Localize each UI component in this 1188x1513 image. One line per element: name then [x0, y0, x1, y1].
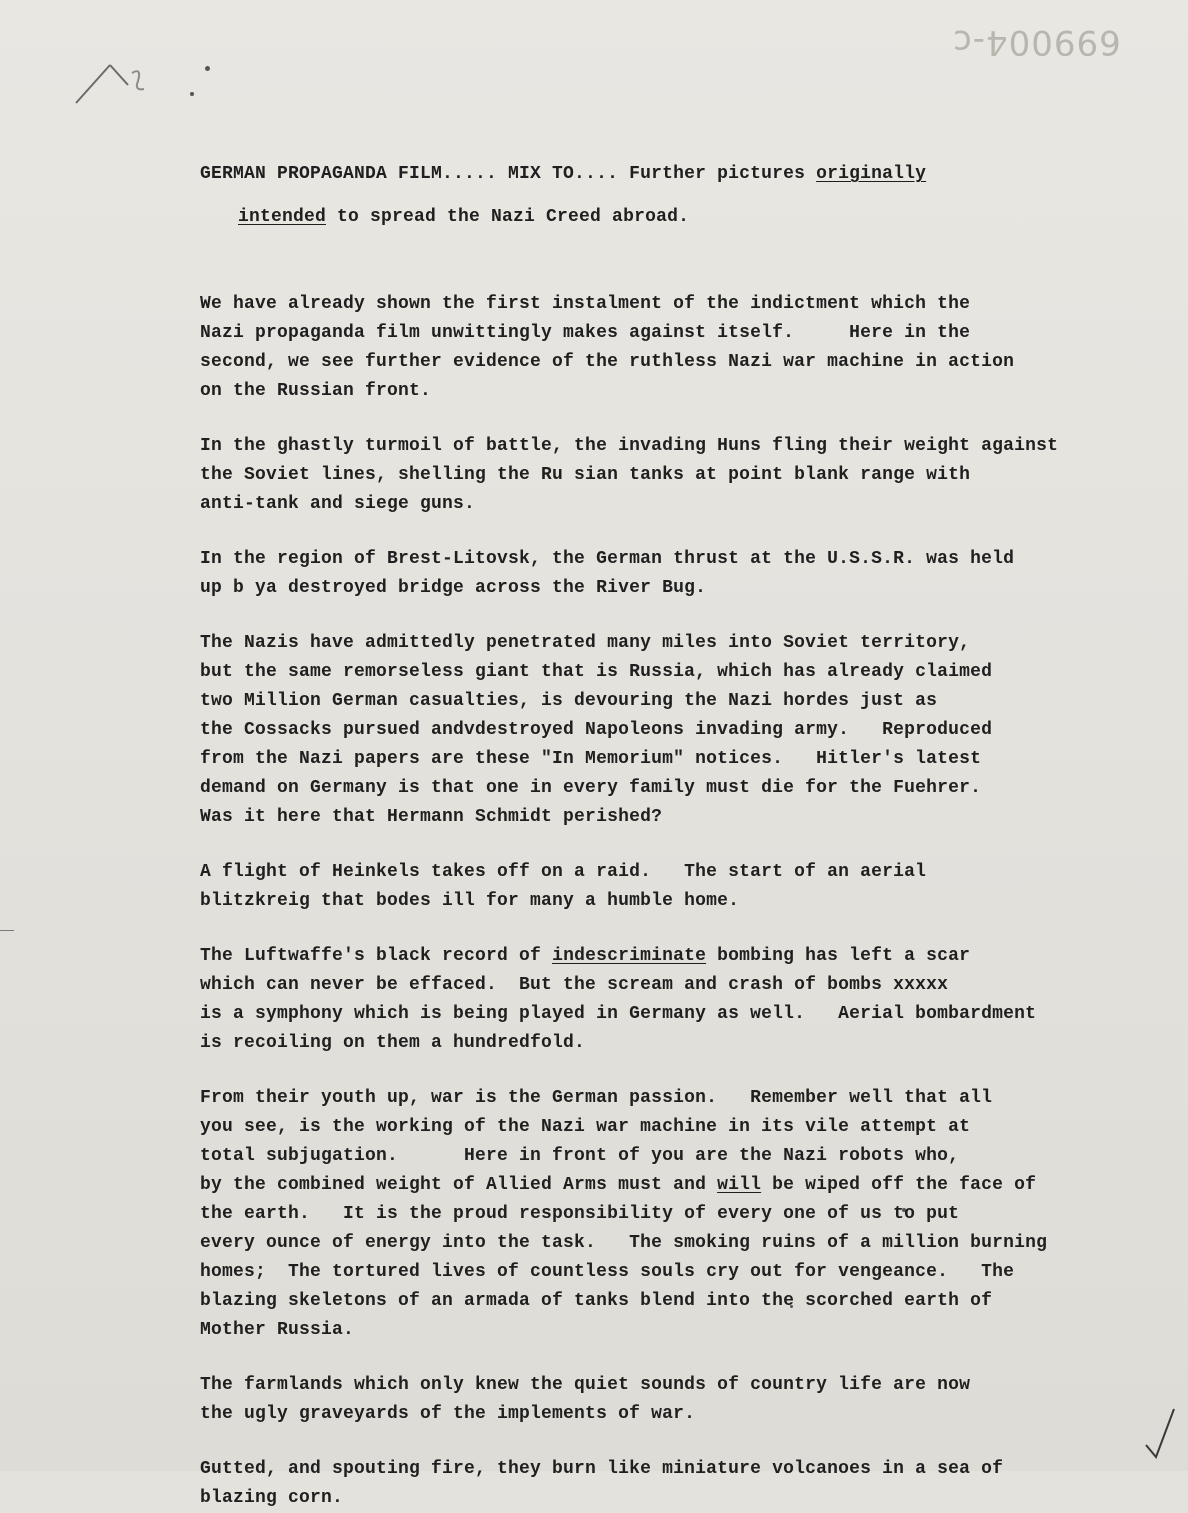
text-line: the earth. It is the proud responsibility of every one of us to put [200, 1204, 960, 1224]
text-line: you see, is the working of the Nazi war machine in its vile attempt at [200, 1117, 971, 1137]
heading-line-1 [200, 160, 1175, 189]
text-line: Gutted, and spouting fire, they burn like miniature volcanoes in a sea of [200, 1459, 1004, 1479]
text-segment: be wiped off the face of [761, 1175, 1037, 1195]
text-line: anti-tank and siege guns. [200, 494, 476, 514]
text-line: the ugly graveyards of the implements of war. [200, 1404, 696, 1424]
margin-tick [0, 930, 14, 931]
paragraph-7 [200, 1084, 1175, 1345]
text-line: up b ya destroyed bridge across the River Bug. [200, 578, 707, 598]
ink-speck [205, 66, 210, 71]
paragraph-4 [200, 629, 1175, 832]
text-line: Mother Russia. [200, 1320, 355, 1340]
text-segment: bombing has left a scar [706, 946, 971, 966]
text-line: In the region of Brest-Litovsk, the German thrust at the U.S.S.R. was held [200, 549, 1015, 569]
paragraph-6 [200, 942, 1175, 1058]
heading-text: GERMAN PROPAGANDA FILM..... MIX TO.... Further pictures [200, 164, 817, 184]
text-line: blazing corn. [200, 1488, 344, 1508]
text-line: every ounce of energy into the task. The smoking ruins of a million burning [200, 1233, 1048, 1253]
typed-script [200, 160, 1175, 1513]
text-line: the Soviet lines, shelling the Ru sian tanks at point blank range with [200, 465, 971, 485]
text-line: Nazi propaganda film unwittingly makes against itself. Here in the [200, 323, 971, 343]
paragraph-1 [200, 290, 1175, 406]
heading-underlined-word: originally [816, 164, 927, 184]
paragraph-2 [200, 432, 1175, 519]
paragraph-3 [200, 545, 1175, 603]
ink-speck [190, 92, 194, 96]
text-line: The Nazis have admittedly penetrated many miles into Soviet territory, [200, 633, 971, 653]
text-line: is a symphony which is being played in Germany as well. Aerial bombardment [200, 1004, 1037, 1024]
heading-line-2 [238, 203, 1175, 232]
text-line: A flight of Heinkels takes off on a raid. The start of an aerial [200, 862, 927, 882]
text-line: but the same remorseless giant that is Russia, which has already claimed [200, 662, 993, 682]
underlined-word: indescriminate [552, 946, 707, 966]
text-line: on the Russian front. [200, 381, 432, 401]
text-line: demand on Germany is that one in every family must die for the Fuehrer. [200, 778, 982, 798]
text-line: the Cossacks pursued andvdestroyed Napoleons invading army. Reproduced [200, 720, 993, 740]
reference-number: 699004-c [952, 22, 1121, 62]
text-line [200, 1171, 1175, 1200]
text-line: second, we see further evidence of the ruthless Nazi war machine in action [200, 352, 1015, 372]
text-line: We have already shown the first instalment of the indictment which the [200, 294, 971, 314]
underlined-word: will [717, 1175, 762, 1195]
text-line: from the Nazi papers are these "In Memorium" notices. Hitler's latest [200, 749, 982, 769]
heading-text: to spread the Nazi Creed abroad. [326, 207, 690, 227]
text-line: total subjugation. Here in front of you are the Nazi robots who, [200, 1146, 960, 1166]
paragraph-8 [200, 1371, 1175, 1429]
text-line: In the ghastly turmoil of battle, the invading Huns fling their weight against [200, 436, 1059, 456]
text-line [200, 942, 1175, 971]
text-line: homes; The tortured lives of countless souls cry out for vengeance. The [200, 1262, 1015, 1282]
text-segment: by the combined weight of Allied Arms must and [200, 1175, 718, 1195]
paragraph-9 [200, 1455, 1175, 1513]
text-line: Was it here that Hermann Schmidt perished? [200, 807, 663, 827]
text-line: two Million German casualties, is devouring the Nazi hordes just as [200, 691, 938, 711]
text-line: The farmlands which only knew the quiet sounds of country life are now [200, 1375, 971, 1395]
heading-underlined-word: intended [238, 207, 327, 227]
text-line: From their youth up, war is the German passion. Remember well that all [200, 1088, 993, 1108]
text-segment: The Luftwaffe's black record of [200, 946, 553, 966]
corner-scribble-mark [70, 55, 180, 115]
paragraph-5 [200, 858, 1175, 916]
text-line: blitzkreig that bodes ill for many a humble home. [200, 891, 740, 911]
text-line: blazing skeletons of an armada of tanks blend into the scorched earth of [200, 1291, 993, 1311]
text-line: which can never be effaced. But the scream and crash of bombs xxxxx [200, 975, 949, 995]
text-line: is recoiling on them a hundredfold. [200, 1033, 586, 1053]
